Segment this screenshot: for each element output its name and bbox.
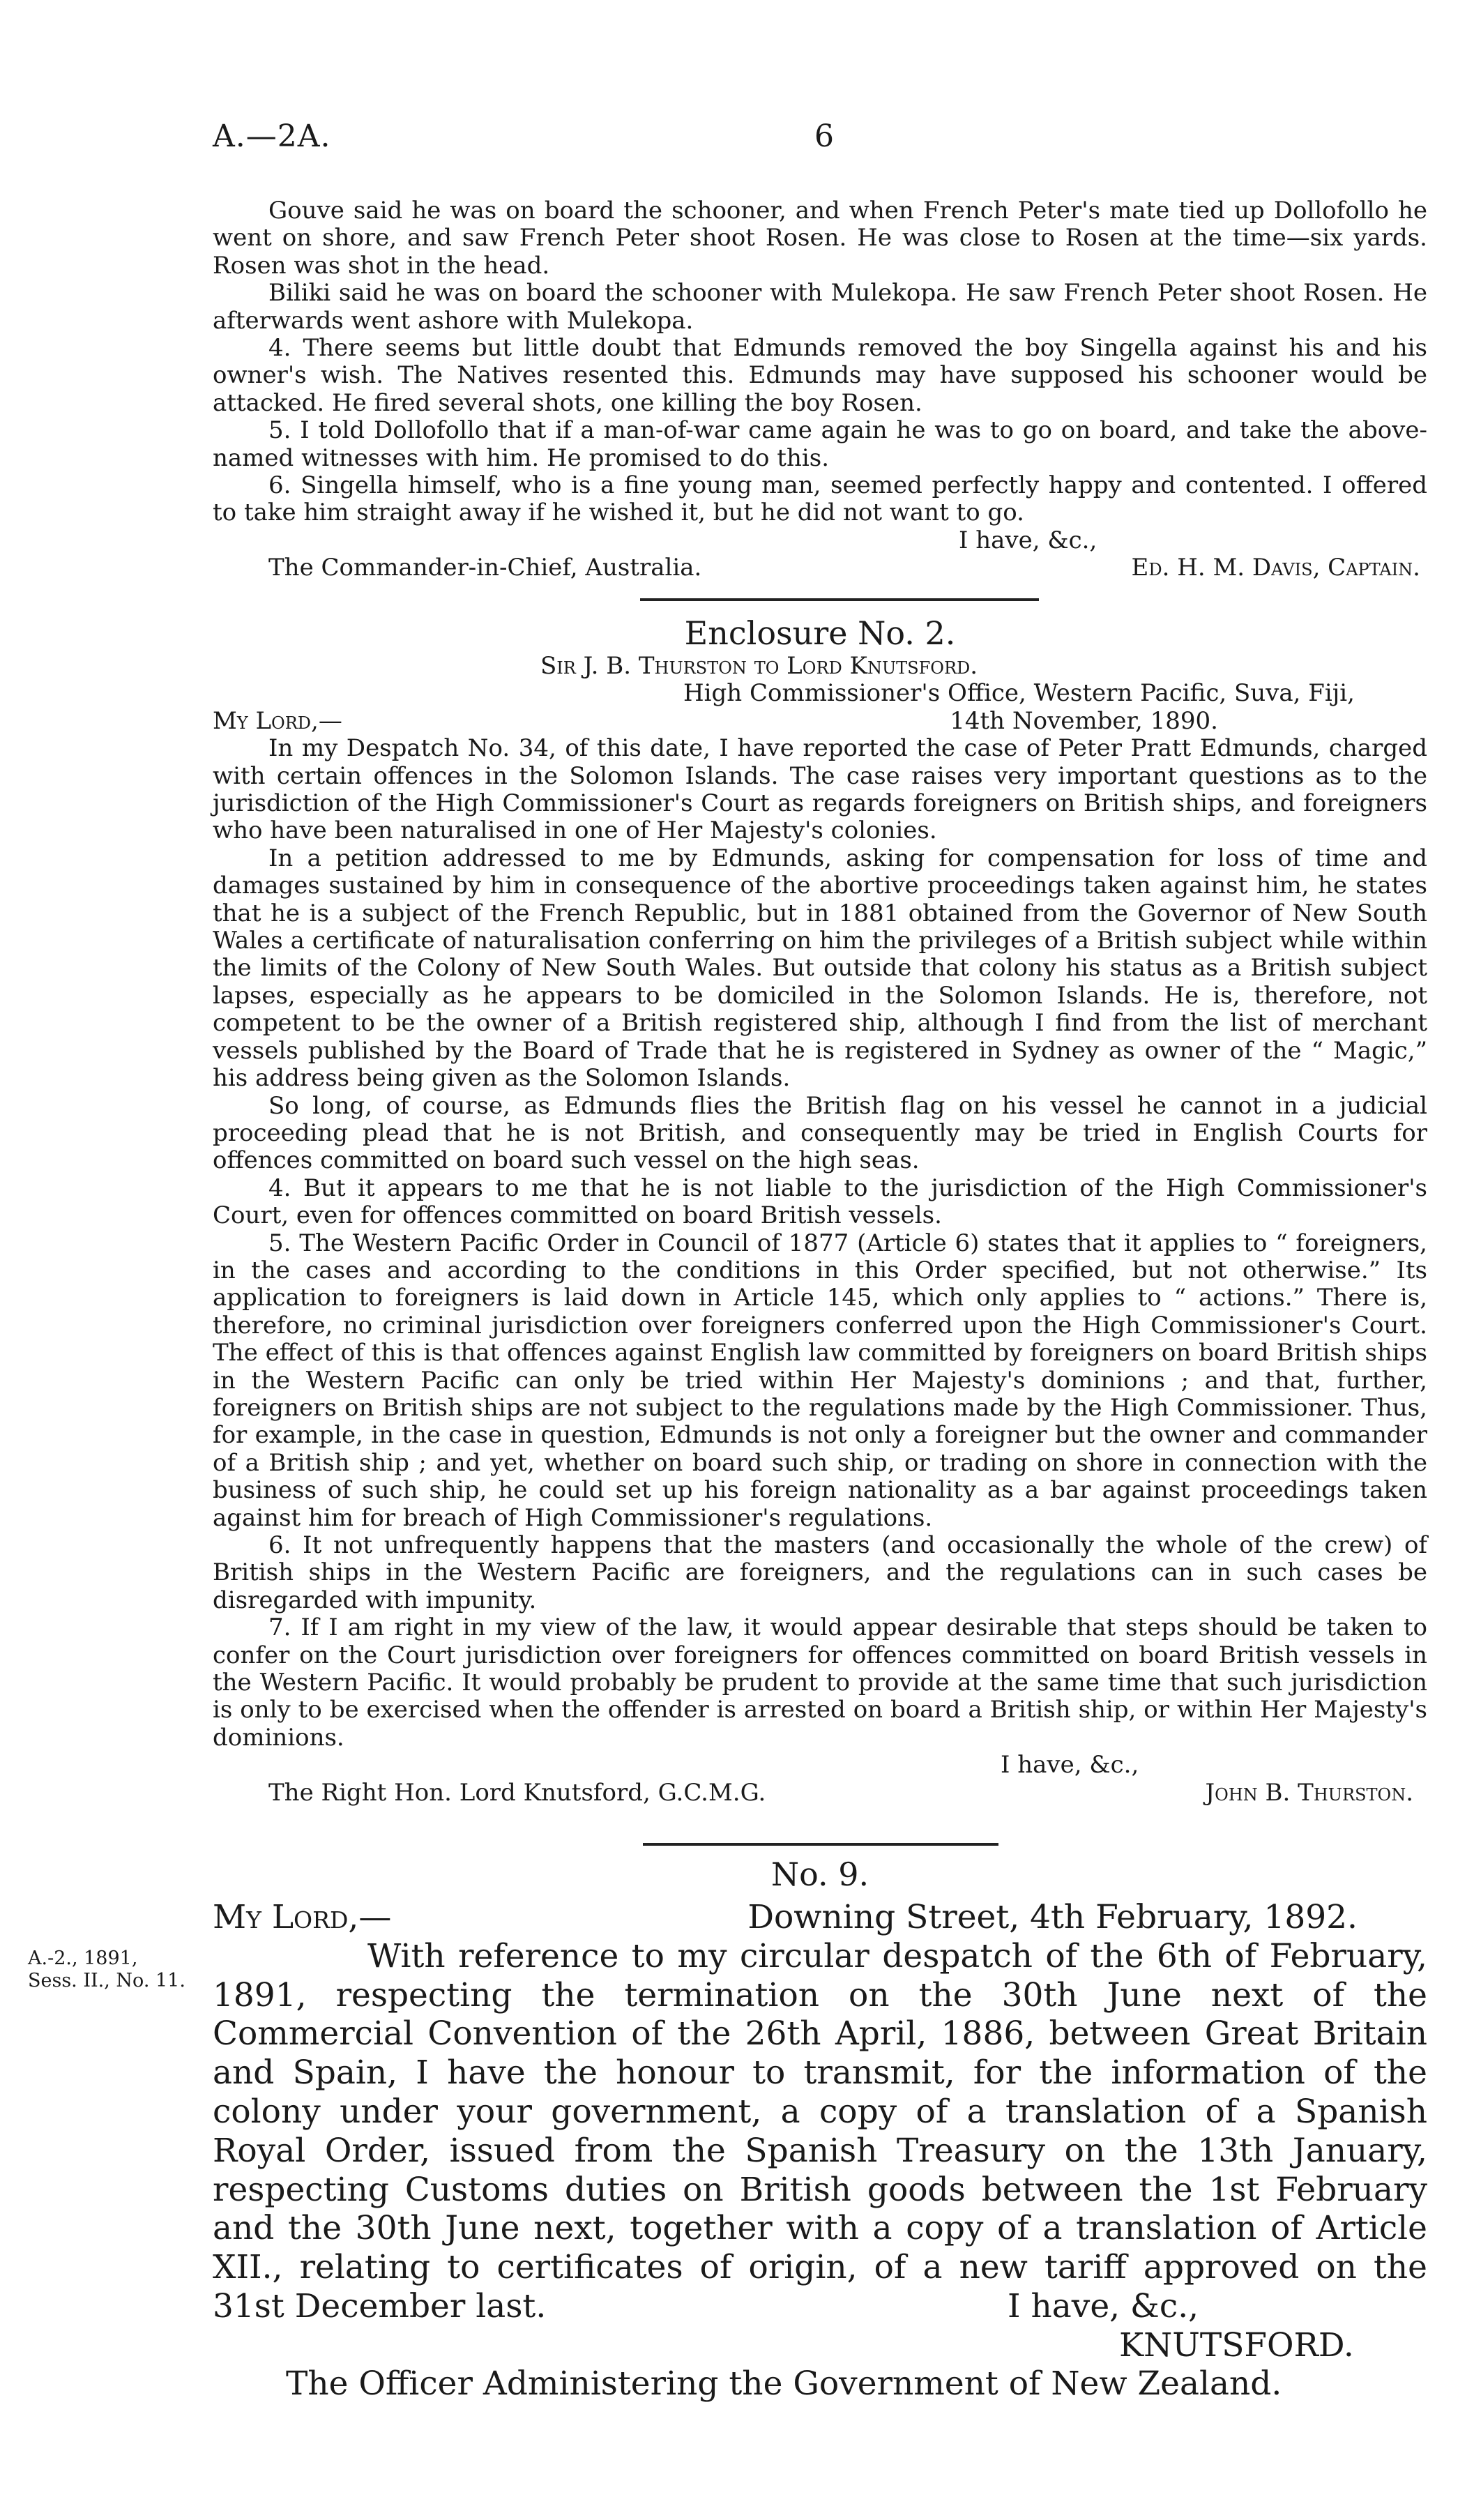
addressee: The Officer Administering the Government of New Zealand. <box>286 2365 1282 2404</box>
signature: Ed. H. M. Davis, Captain. <box>1131 554 1420 582</box>
section-divider <box>640 598 1039 601</box>
paragraph: 6. Singella himself, who is a fine young man, seemed perfectly happy and contented. I offered to take him straight away if he wished it, but he did not want to go. <box>213 471 1427 527</box>
letter-date: 14th November, 1890. <box>950 706 1218 735</box>
addressee: The Commander-in-Chief, Australia. <box>268 554 702 582</box>
paragraph: 4. But it appears to me that he is not liable to the jurisdiction of the High Commissioner's Court, even for offences committed on board British vessels. <box>213 1174 1427 1230</box>
salutation: My Lord,— <box>213 706 342 735</box>
no9-heading: No. 9. <box>770 1855 869 1893</box>
enclosure-2 <box>213 614 1427 1807</box>
paragraph: So long, of course, as Edmunds flies the British flag on his vessel he cannot in a judicial proceeding plead that he is not British, and consequently may be tried in English Courts for offences committed on board such vessel on the high seas. <box>213 1091 1427 1175</box>
margin-reference: Sess. II., No. 11. <box>28 1970 185 1991</box>
addressee: The Right Hon. Lord Knutsford, G.C.M.G. <box>268 1778 766 1807</box>
paragraph: 6. It not unfrequently happens that the masters (and occasionally the whole of the crew) of British ships in the Western Pacific are foreigners, and the regulations can in such cases be disregarded with impunity. <box>213 1531 1427 1614</box>
letter-continuation <box>213 197 1427 582</box>
salutation: My Lord,— <box>213 1898 392 1936</box>
paragraph: Biliki said he was on board the schooner with Mulekopa. He saw French Peter shoot Rosen. He afterwards went ashore with Mulekopa. <box>213 279 1427 335</box>
closing: I have, &c., <box>959 526 1097 554</box>
paragraph: 4. There seems but little doubt that Edmunds removed the boy Singella against his and his owner's wish. The Natives resented this. Edmunds may have supposed his schooner would be attacked. He fired several shots, one killing the boy Rosen. <box>213 334 1427 417</box>
page-number: 6 <box>814 119 835 154</box>
paragraph: In my Despatch No. 34, of this date, I have reported the case of Peter Pratt Edmunds, charged with certain offences in the Solomon Islands. The case raises very important questions as to the jurisdiction of the High Commissioner's Court as regards foreigners on British ships, and foreigners who have been naturalised in one of Her Majesty's colonies. <box>213 734 1427 845</box>
dateline: Downing Street, 4th February, 1892. <box>747 1898 1358 1936</box>
closing: I have, &c., <box>1008 2286 1199 2325</box>
signature: KNUTSFORD. <box>1119 2325 1354 2365</box>
paragraph: 7. If I am right in my view of the law, it would appear desirable that steps should be taken to confer on the Court jurisdiction over foreigners for offences committed on board British vessels in the Western Pacific. It would probably be prudent to provide at the same time that such jurisdiction is only to be exercised when the offender is arrested on board a British ship, or within Her Majesty's dominions. <box>213 1614 1427 1752</box>
section-divider <box>643 1843 998 1846</box>
address-line: High Commissioner's Office, Western Pacific, Suva, Fiji, <box>683 679 1355 708</box>
paragraph: 5. I told Dollofollo that if a man-of-war came again he was to go on board, and take the above-named witnesses with him. He promised to do this. <box>213 416 1427 472</box>
despatch-no9 <box>213 1898 1427 2404</box>
despatch-body: With reference to my circular despatch of the 6th of February, 1891, respecting the termination on the 30th June next of the Commercial Convention of the 26th April, 1886, between Great Britain and Spain, I have the honour to transmit, for the information of the colony under your government, a copy of a translation of a Spanish Royal Order, issued from the Spanish Treasury on the 13th January, respecting Customs duties on British goods between the 1st February and the 30th June next, together with a copy of a translation of Article XII., relating to certificates of origin, of a new tariff approved on the 31st December last. <box>213 1936 1427 2325</box>
enclosure-heading: Enclosure No. 2. <box>684 614 956 652</box>
paragraph: In a petition addressed to me by Edmunds, asking for compensation for loss of time and damages sustained by him in consequence of the abortive proceedings taken against him, he states that he is a subject of the French Republic, but in 1881 obtained from the Governor of New South Wales a certificate of naturalisation conferring on him the privileges of a British subject while within the limits of the Colony of New South Wales. But outside that colony his status as a British subject lapses, especially as he appears to be domiciled in the Solomon Islands. He is, therefore, not competent to be the owner of a British registered ship, although I find from the list of merchant vessels published by the Board of Trade that he is registered in Sydney as owner of the “ Magic,” his address being given as the Solomon Islands. <box>213 844 1427 1093</box>
closing: I have, &c., <box>1001 1751 1139 1779</box>
margin-reference: A.-2., 1891, <box>28 1948 138 1969</box>
enclosure-from-to: Sir J. B. Thurston to Lord Knutsford. <box>540 652 978 680</box>
signature: John B. Thurston. <box>1205 1778 1413 1807</box>
paragraph: 5. The Western Pacific Order in Council of 1877 (Article 6) states that it applies to “ foreigners, in the cases and according to the conditions in this Order specified, but not otherwise.” Its application to foreigners is laid down in Article 145, which only applies to “ actions.” There is, therefore, no criminal jurisdiction over foreigners conferred upon the High Commissioner's Court. The effect of this is that offences against English law committed by foreigners on board British ships in the Western Pacific can only be tried within Her Majesty's dominions ; and that, further, foreigners on British ships are not subject to the regulations made by the High Commissioner. Thus, for example, in the case in question, Edmunds is not only a foreigner but the owner and commander of a British ship ; and yet, whether on board such ship, or trading on shore in connection with the business of such ship, he could set up his foreign nationality as a bar against proceedings taken against him for breach of High Commissioner's regulations. <box>213 1229 1427 1532</box>
page-header-left: A.—2A. <box>213 119 331 154</box>
paragraph: Gouve said he was on board the schooner, and when French Peter's mate tied up Dollofollo he went on shore, and saw French Peter shoot Rosen. He was close to Rosen at the time—six yards. Rosen was shot in the head. <box>213 197 1427 280</box>
